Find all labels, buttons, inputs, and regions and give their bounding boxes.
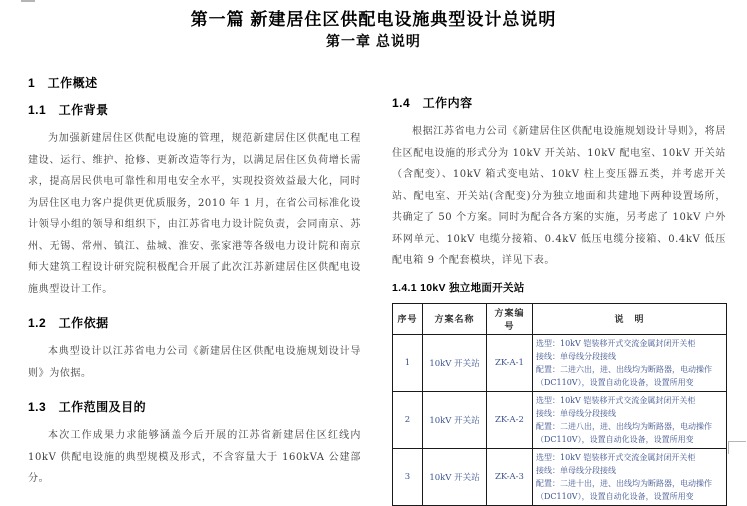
desc-selection: 选型：10kV 铠装移开式交流金属封闭开关柜	[536, 338, 696, 348]
right-column	[392, 94, 726, 506]
desc-configuration: 配置：二进十出，进、出线均为断路器，电动操作（DC110V），设置自动化设备，设置所用变	[536, 478, 712, 501]
row-serial: 2	[393, 391, 423, 448]
desc-configuration: 配置：二进八出，进、出线均为断路器，电动操作（DC110V），设置自动化设备，设置所用变	[536, 421, 712, 444]
col-header-description: 说 明	[533, 303, 727, 334]
row-scheme-name: 10kV 开关站	[423, 391, 487, 448]
row-scheme-code: ZK-A-3	[487, 448, 533, 505]
chapter-title: 第一章 总说明	[326, 33, 421, 49]
section-1-1-paragraph: 为加强新建居住区供配电设施的管理，规范新建居住区供配电工程建设、运行、维护、抢修、更新改造等行为，以满足居住区负荷增长需求，提高居民供电可靠性和用电安全水平，实现投资效益最大化，同时为居住区电力客户提供更优质服务，2010 年 1 月，在省公司标准化设计领导小组的领导和组织下，由江苏省电力设计院负责，会同南京、苏州、无锡、常州、镇江、盐城、淮安、张家港等各级电力设计院和南京师大建筑工程设计研究院积极配合开展了此次江苏新建居住区供配电设施典型设计工作。	[28, 133, 361, 295]
row-scheme-code: ZK-A-2	[487, 391, 533, 448]
table-row	[393, 334, 727, 391]
section-1-heading: 1 工作概述	[28, 76, 98, 90]
section-1-3-heading: 1.3 工作范围及目的	[28, 400, 147, 414]
desc-wiring: 接线：单母线分段接线	[536, 408, 616, 418]
table-row	[393, 448, 727, 505]
row-description	[533, 334, 727, 391]
section-1-4-heading: 1.4 工作内容	[392, 96, 473, 110]
left-column	[28, 74, 361, 498]
row-serial: 3	[393, 448, 423, 505]
document-title: 第一篇 新建居住区供配电设施典型设计总说明	[190, 10, 557, 29]
desc-wiring: 接线：单母线分段接线	[536, 351, 616, 361]
section-1-3-paragraph: 本次工作成果力求能够涵盖今后开展的江苏省新建居住区红线内 10kV 供配电设施的典型规模及形式，不含容量大于 160kVA 公建部分。	[28, 430, 361, 484]
row-scheme-name: 10kV 开关站	[423, 448, 487, 505]
section-1-1-heading: 1.1 工作背景	[28, 103, 109, 117]
desc-selection: 选型：10kV 铠装移开式交流金属封闭开关柜	[536, 395, 696, 405]
section-1-4-1-heading: 1.4.1 10kV 独立地面开关站	[392, 281, 525, 294]
table-header-row	[393, 303, 727, 334]
row-serial: 1	[393, 334, 423, 391]
row-description	[533, 448, 727, 505]
desc-selection: 选型：10kV 铠装移开式交流金属封闭开关柜	[536, 452, 696, 462]
page-margin-mark-top	[21, 0, 35, 2]
page-margin-corner-mark	[728, 441, 746, 454]
desc-configuration: 配置：二进六出，进、出线均为断路器，电动操作（DC110V），设置自动化设备，设置所用变	[536, 364, 712, 387]
section-1-2-paragraph: 本典型设计以江苏省电力公司《新建居住区供配电设施规划设计导则》为依据。	[28, 346, 361, 379]
row-scheme-name: 10kV 开关站	[423, 334, 487, 391]
col-header-serial: 序号	[393, 303, 423, 334]
section-1-2-heading: 1.2 工作依据	[28, 316, 109, 330]
switchgear-scheme-table	[392, 303, 727, 506]
desc-wiring: 接线：单母线分段接线	[536, 465, 616, 475]
row-scheme-code: ZK-A-1	[487, 334, 533, 391]
section-1-4-paragraph: 根据江苏省电力公司《新建居住区供配电设施规划设计导则》，将居住区配电设施的形式分为 10kV 开关站、10kV 配电室、10kV 开关站（含配变）、10kV 箱式变电站、10kV 柱上变压器五类，并考虑开关站、配电室、开关站(含配变)分为独立地面和共建地下两种设置场所，共确定了 50 个方案。同时为配合各方案的实施，另考虑了 10kV 户外环网单元、10kV 电缆分接箱、0.4kV 低压电缆分接箱、0.4kV 低压配电箱 9 个配套模块，详见下表。	[392, 126, 726, 266]
col-header-scheme-name: 方案名称	[423, 303, 487, 334]
col-header-scheme-code: 方案编号	[487, 303, 533, 334]
table-row	[393, 391, 727, 448]
row-description	[533, 391, 727, 448]
